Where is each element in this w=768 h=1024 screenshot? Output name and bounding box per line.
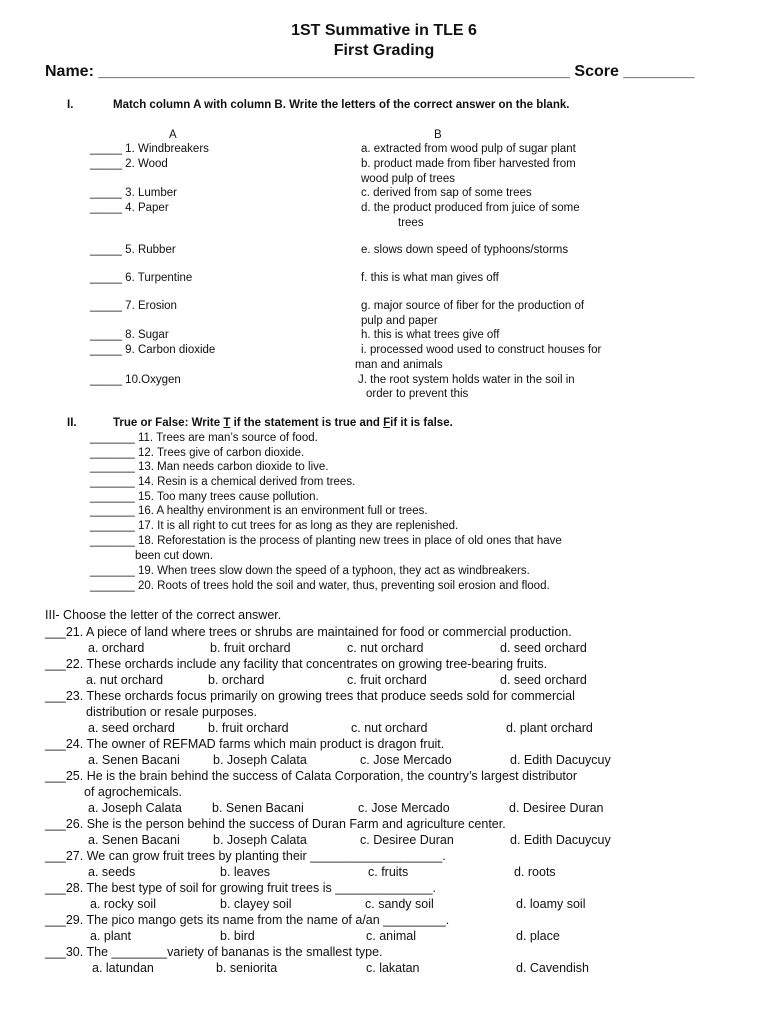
match-item-a: _____ 8. Sugar xyxy=(90,329,169,341)
match-item-b: e. slows down speed of typhoons/storms xyxy=(361,244,569,256)
part1-number: I. xyxy=(67,99,74,111)
match-item-b: J. the root system holds water in the soil in xyxy=(358,374,575,386)
name-score-line: Name: _____________________________________________________ Score ________ xyxy=(45,63,695,80)
mc-choice: b. Senen Bacani xyxy=(212,801,304,815)
mc-choice: c. Desiree Duran xyxy=(360,833,454,847)
mc-choice: c. Jose Mercado xyxy=(358,801,450,815)
match-item-a: _____ 10.Oxygen xyxy=(90,374,181,386)
match-item-b: c. derived from sap of some trees xyxy=(361,187,532,199)
match-item-b: man and animals xyxy=(355,359,443,371)
part2-number: II. xyxy=(67,417,77,429)
tf-item: _______ 19. When trees slow down the speed of a typhoon, they act as windbreakers. xyxy=(90,565,530,577)
match-item-b: f. this is what man gives off xyxy=(361,272,499,284)
tf-item: _______ 16. A healthy environment is an environment full or trees. xyxy=(90,505,428,517)
mc-question: ___29. The pico mango gets its name from the name of a/an _________. xyxy=(45,913,450,927)
column-b-header: B xyxy=(434,129,442,141)
page-title: 1ST Summative in TLE 6 xyxy=(291,22,477,39)
mc-choice: d. Edith Dacuycuy xyxy=(510,833,611,847)
match-item-b: trees xyxy=(398,217,424,229)
mc-choice: b. Joseph Calata xyxy=(213,753,307,767)
tf-item: _______ 20. Roots of trees hold the soil and water, thus, preventing soil erosion and flood. xyxy=(90,580,550,592)
tf-item: _______ 11. Trees are man’s source of food. xyxy=(90,432,318,444)
mc-choice: d. roots xyxy=(514,865,556,879)
column-a-header: A xyxy=(169,129,177,141)
mc-choice: d. Cavendish xyxy=(516,961,589,975)
mc-question-cont: of agrochemicals. xyxy=(84,785,182,799)
tf-item: _______ 18. Reforestation is the process of planting new trees in place of old ones that have xyxy=(90,535,562,547)
mc-choice: a. Senen Bacani xyxy=(88,833,180,847)
match-item-b: i. processed wood used to construct houses for xyxy=(361,344,602,356)
tf-item: _______ 14. Resin is a chemical derived from trees. xyxy=(90,476,356,488)
mc-choice: d. place xyxy=(516,929,560,943)
match-item-b: g. major source of fiber for the production of xyxy=(361,300,585,312)
tf-item: been cut down. xyxy=(135,550,214,562)
mc-question: ___23. These orchards focus primarily on growing trees that produce seeds sold for commercial xyxy=(45,689,575,703)
mc-choice: a. seed orchard xyxy=(88,721,175,735)
mc-choice: b. orchard xyxy=(208,673,265,687)
match-item-a: _____ 6. Turpentine xyxy=(90,272,193,284)
mc-choice: a. Senen Bacani xyxy=(88,753,180,767)
match-item-b: h. this is what trees give off xyxy=(361,329,500,341)
mc-choice: a. Joseph Calata xyxy=(88,801,182,815)
match-item-a: _____ 1. Windbreakers xyxy=(90,143,209,155)
mc-choice: b. seniorita xyxy=(216,961,278,975)
mc-choice: c. nut orchard xyxy=(347,641,424,655)
match-item-a: _____ 7. Erosion xyxy=(90,300,177,312)
mc-question: ___22. These orchards include any facility that concentrates on growing tree-bearing fruits. xyxy=(45,657,548,671)
mc-choice: b. fruit orchard xyxy=(210,641,291,655)
mc-question: ___26. She is the person behind the success of Duran Farm and agriculture center. xyxy=(45,817,506,831)
mc-question: ___21. A piece of land where trees or shrubs are maintained for food or commercial production. xyxy=(45,625,572,639)
mc-choice: c. fruit orchard xyxy=(347,673,427,687)
mc-question: ___28. The best type of soil for growing fruit trees is ______________. xyxy=(45,881,436,895)
match-item-b: wood pulp of trees xyxy=(361,173,455,185)
mc-choice: b. leaves xyxy=(220,865,271,879)
mc-choice: a. rocky soil xyxy=(90,897,156,911)
mc-choice: d. seed orchard xyxy=(500,641,587,655)
mc-choice: a. nut orchard xyxy=(86,673,164,687)
tf-item: _______ 12. Trees give of carbon dioxide. xyxy=(90,447,305,459)
mc-choice: d. plant orchard xyxy=(506,721,593,735)
mc-choice: d. Edith Dacuycuy xyxy=(510,753,611,767)
mc-question: ___25. He is the brain behind the success of Calata Corporation, the country’s largest distributor xyxy=(45,769,578,783)
mc-choice: c. lakatan xyxy=(366,961,420,975)
tf-item: _______ 17. It is all right to cut trees for as long as they are replenished. xyxy=(90,520,459,532)
mc-choice: a. orchard xyxy=(88,641,145,655)
mc-choice: a. latundan xyxy=(92,961,154,975)
mc-question-cont: distribution or resale purposes. xyxy=(86,705,257,719)
tf-item: _______ 15. Too many trees cause pollution. xyxy=(90,491,319,503)
mc-choice: c. animal xyxy=(366,929,417,943)
mc-choice: d. Desiree Duran xyxy=(509,801,604,815)
mc-choice: b. Joseph Calata xyxy=(213,833,307,847)
match-item-b: b. product made from fiber harvested from xyxy=(361,158,576,170)
match-item-a: _____ 4. Paper xyxy=(90,202,169,214)
mc-choice: d. loamy soil xyxy=(516,897,586,911)
part1-instruction: Match column A with column B. Write the letters of the correct answer on the blank. xyxy=(113,99,570,111)
match-item-b: pulp and paper xyxy=(361,315,438,327)
match-item-a: _____ 9. Carbon dioxide xyxy=(90,344,216,356)
tf-item: _______ 13. Man needs carbon dioxide to live. xyxy=(90,461,329,473)
mc-choice: a. seeds xyxy=(88,865,136,879)
mc-choice: c. Jose Mercado xyxy=(360,753,452,767)
mc-question: ___30. The ________variety of bananas is the smallest type. xyxy=(45,945,383,959)
mc-choice: b. clayey soil xyxy=(220,897,292,911)
match-item-a: _____ 3. Lumber xyxy=(90,187,177,199)
mc-choice: a. plant xyxy=(90,929,132,943)
match-item-b: a. extracted from wood pulp of sugar plant xyxy=(361,143,576,155)
match-item-b: order to prevent this xyxy=(366,388,469,400)
mc-choice: c. nut orchard xyxy=(351,721,428,735)
mc-choice: b. fruit orchard xyxy=(208,721,289,735)
part2-instruction: True or False: Write T if the statement is true and Fif it is false. xyxy=(113,417,453,429)
part3-instruction: III- Choose the letter of the correct answer. xyxy=(45,608,282,622)
mc-question: ___27. We can grow fruit trees by planting their ___________________. xyxy=(45,849,446,863)
mc-choice: d. seed orchard xyxy=(500,673,587,687)
mc-choice: c. sandy soil xyxy=(365,897,434,911)
match-item-a: _____ 2. Wood xyxy=(90,158,168,170)
page-subtitle: First Grading xyxy=(333,42,435,59)
mc-choice: c. fruits xyxy=(368,865,409,879)
mc-question: ___24. The owner of REFMAD farms which main product is dragon fruit. xyxy=(45,737,445,751)
match-item-a: _____ 5. Rubber xyxy=(90,244,176,256)
match-item-b: d. the product produced from juice of some xyxy=(361,202,580,214)
mc-choice: b. bird xyxy=(220,929,255,943)
